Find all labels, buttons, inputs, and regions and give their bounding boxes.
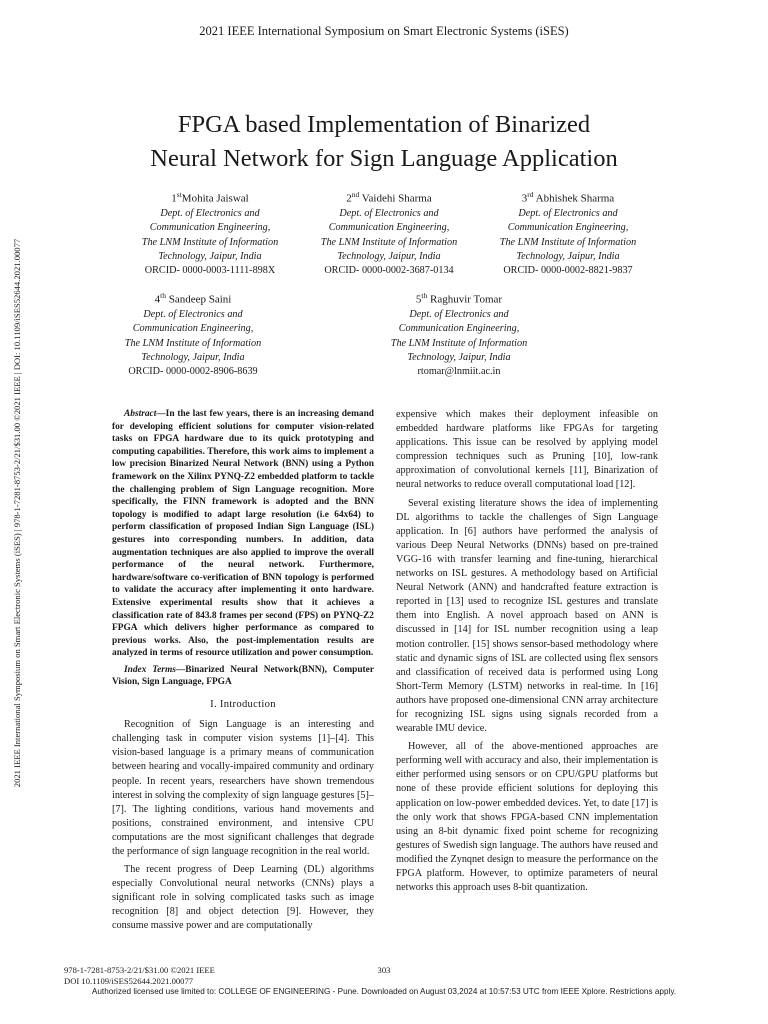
- affiliation-line: Dept. of Electronics and: [339, 207, 439, 219]
- body-paragraph: Recognition of Sign Language is an interesting and challenging task in computer vision systems [1]–[4]. This vision-based language is a primary means of communication between hearing and vocally-impaired community and ordinary people. In recent years, researchers have shown tremendous interest in solving the complexity of sign language gestures [5]–[7]. The lighting conditions, various hand movements and positions, constrained environment, and intensive CPU computations are the most significant challenges that degrade the performance of sign language recognition in the real world.: [112, 719, 374, 857]
- author-name: 2nd Vaidehi Sharma: [346, 190, 432, 205]
- author-affiliation: [289, 207, 489, 264]
- index-terms-text: —Binarized Neural Network(BNN), Computer Vision, Sign Language, FPGA: [112, 664, 374, 688]
- affiliation-line: Technology, Jaipur, India: [516, 250, 620, 262]
- author-name: 4th Sandeep Saini: [154, 291, 232, 306]
- author-contact: ORCID- 0000-0003-1111-898X: [144, 265, 276, 277]
- footer-doi: DOI 10.1109/iSES52644.2021.00077: [64, 976, 194, 986]
- affiliation-line: Technology, Jaipur, India: [407, 351, 511, 363]
- author-contact: ORCID- 0000-0002-8906-8639: [128, 366, 258, 378]
- abstract: [112, 408, 374, 660]
- author-contact: rtomar@lnmiit.ac.in: [417, 366, 501, 378]
- affiliation-line: Dept. of Electronics and: [409, 308, 509, 320]
- title-line: Neural Network for Sign Language Application: [150, 145, 618, 172]
- side-citation-text: 2021 IEEE International Symposium on Smart Electronic Systems (iSES) | 978-1-7281-8753-2/21/$31.00 ©2021 IEEE | DOI: 10.1109/iSES52644.2021.00077: [12, 238, 22, 788]
- index-terms-label: Index Terms: [124, 664, 176, 675]
- abstract-label: Abstract: [124, 409, 157, 419]
- affiliation-line: Technology, Jaipur, India: [158, 250, 262, 262]
- affiliation-line: The LNM Institute of Information: [499, 236, 637, 248]
- affiliation-line: Communication Engineering,: [132, 323, 254, 335]
- index-terms: [112, 664, 374, 689]
- author-contact: ORCID- 0000-0002-8821-9837: [503, 265, 633, 277]
- affiliation-line: The LNM Institute of Information: [390, 337, 528, 349]
- author-contact: ORCID- 0000-0002-3687-0134: [324, 265, 454, 277]
- affiliation-line: Dept. of Electronics and: [518, 207, 618, 219]
- author-affiliation: [93, 308, 293, 365]
- affiliation-line: Communication Engineering,: [149, 222, 271, 234]
- author-name: 3rd Abhishek Sharma: [521, 190, 615, 205]
- abstract-text: —In the last few years, there is an increasing demand for developing efficient solutions for computer vision-related tasks on FPGA hardware due to its quick prototyping and computing capabilities. Therefore, this work aims to implement a low precision Binarized Neural Network (BNN) using a Python framework on the Xilinx PYNQ-Z2 embedded platform to tackle the challenging problem of Sign Language recognition. More specifically, the FINN framework is adopted and the BNN topology is modified to adapt large resolution (i.e 64x64) to perform classification of proposed Indian Sign Language (ISL) gestures into corresponding numbers. In addition, data augmentation techniques are also applied to improve the overall performance of the neural network. Furthermore, hardware/software co-verification of BNN topology is performed to validate the accuracy after implementing it onto hardware. Extensive experimental results show that it achieves a classification rate of 843.8 frames per second (FPS) on PYNQ-Z2 FPGA which delivers higher performance as compared to previous works. Also, the post-implementation results are analyzed in terms of resource utilization and power consumption.: [112, 409, 374, 659]
- affiliation-line: Dept. of Electronics and: [160, 207, 260, 219]
- affiliation-line: Technology, Jaipur, India: [141, 351, 245, 363]
- paper-title: [0, 108, 768, 176]
- page-number: 303: [377, 965, 391, 975]
- right-column: [396, 408, 658, 895]
- author-name: 1stMohita Jaiswal: [171, 190, 249, 205]
- author-name: 5th Raghuvir Tomar: [415, 291, 503, 306]
- body-paragraph: expensive which makes their deployment infeasible on embedded hardware platforms like FPGAs for targeting applications. This issue can be resolved by applying model compression techniques such as Pruning [10], low-rank approximation of convolutional kernels [11], Binarization of neural networks to reduce overall computational load [12].: [396, 409, 658, 491]
- affiliation-line: Communication Engineering,: [328, 222, 450, 234]
- title-line: FPGA based Implementation of Binarized: [177, 111, 591, 138]
- body-paragraph: Several existing literature shows the idea of implementing DL algorithms to tackle the challenges of Sign Language application. In [6] authors have performed the analysis of various Deep Neural Networks (DNNs) based on pre-trained VGG-16 with transfer learning and fine-tuning, hierarchical networks on ISL gestures. A methodology based on Artificial Neural Network (ANN) and handcrafted feature extraction is reported in [13] used to recognize ISL gestures and translate them into English. A novel approach based on ANN is discussed in [14] for ISL number recognition using a leap motion controller. [15] shows sensor-based methodology where static and dynamic signs of ISL are collected using flex sensors and classification of received data is performed using Long Short-Term Memory (LSTM) networks in real-time. In [16] authors have proposed one-dimensional CNN array architecture for recognizing ISL signs using signals recorded from a wearable IMU device.: [396, 497, 658, 735]
- author-affiliation: [468, 207, 668, 264]
- body-paragraph: The recent progress of Deep Learning (DL) algorithms especially Convolutional neural networks (CNNs) plays a significant role in solving complicated tasks such as image recognition [8] and object detection [9]. However, they consume massive power and are computationally: [112, 864, 374, 932]
- affiliation-line: The LNM Institute of Information: [141, 236, 279, 248]
- affiliation-line: Dept. of Electronics and: [143, 308, 243, 320]
- affiliation-line: Technology, Jaipur, India: [337, 250, 441, 262]
- affiliation-line: Communication Engineering,: [507, 222, 629, 234]
- author-affiliation: [110, 207, 310, 264]
- author-block-3: [468, 188, 668, 278]
- footer-isbn: 978-1-7281-8753-2/21/$31.00 ©2021 IEEE: [64, 965, 215, 975]
- section-heading-introduction: I. Introduction: [210, 699, 276, 711]
- author-block-4: [93, 289, 293, 379]
- author-block-2: [289, 188, 489, 278]
- left-column: [112, 408, 374, 934]
- side-citation-strip: [6, 183, 30, 843]
- author-affiliation: [359, 308, 559, 365]
- body-paragraph: However, all of the above-mentioned approaches are performing well with accuracy and also, their implementation is either performed using sensors or on CPU/GPU platforms but none of these provide efficient solutions for deploying this application on low-power embedded devices. Yet, to date [17] is the only work that shows FPGA-based CNN implementation using an 8-bit dynamic fixed point scheme for recognizing gestures of Swedish sign language. The authors have reused and modified the Zynqnet design to measure the performance on the FPGA platform. However, to optimize parameters of neural networks this approach uses 8-bit quantization.: [396, 741, 658, 894]
- author-block-1: [110, 188, 310, 278]
- conference-header: 2021 IEEE International Symposium on Smart Electronic Systems (iSES): [199, 24, 569, 38]
- license-note: Authorized licensed use limited to: COLLEGE OF ENGINEERING - Pune. Downloaded on August 03,2024 at 10:57:53 UTC from IEEE Xplore. Restrictions apply.: [91, 987, 677, 996]
- author-block-5: [359, 289, 559, 379]
- affiliation-line: Communication Engineering,: [398, 323, 520, 335]
- affiliation-line: The LNM Institute of Information: [124, 337, 262, 349]
- affiliation-line: The LNM Institute of Information: [320, 236, 458, 248]
